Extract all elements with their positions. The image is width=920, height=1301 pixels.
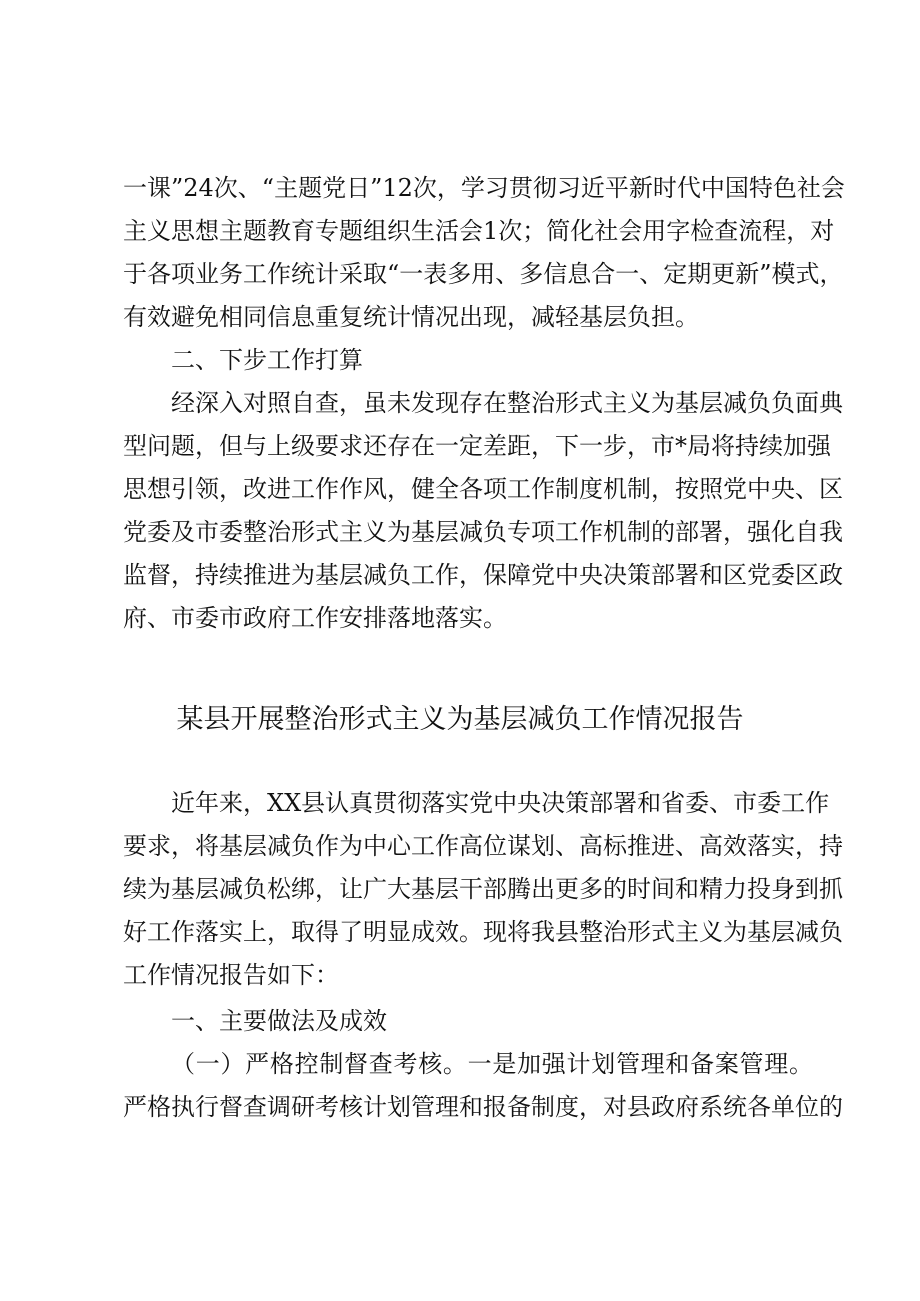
body-text-line: 要求，将基层减负作为中心工作高位谋划、高标推进、高效落实，持 (123, 832, 843, 860)
body-text-line: 于各项业务工作统计采取“一表多用、多信息合一、定期更新”模式， (123, 260, 844, 288)
body-text-line: 监督，持续推进为基层减负工作，保障党中央决策部署和区党委区政 (123, 561, 843, 589)
section-heading: 二、下步工作打算 (171, 346, 363, 374)
body-text-line: （一）严格控制督查考核。一是加强计划管理和备案管理。 (171, 1050, 813, 1078)
body-text-line: 经深入对照自查，虽未发现存在整治形式主义为基层减负负面典 (171, 389, 843, 417)
body-text-line: 主义思想主题教育专题组织生活会1次；简化社会用字检查流程，对 (123, 217, 835, 245)
body-text-line: 府、市委市政府工作安排落地落实。 (123, 604, 507, 632)
report-title: 某县开展整治形式主义为基层减负工作情况报告 (176, 704, 744, 735)
body-text-line: 严格执行督查调研考核计划管理和报备制度，对县政府系统各单位的 (123, 1093, 843, 1121)
body-text-line: 一课”24次、“主题党日”12次，学习贯彻习近平新时代中国特色社会 (123, 174, 845, 202)
body-text-line: 续为基层减负松绑，让广大基层干部腾出更多的时间和精力投身到抓 (123, 875, 843, 903)
body-text-line: 工作情况报告如下： (123, 961, 339, 989)
body-text-line: 有效避免相同信息重复统计情况出现，减轻基层负担。 (123, 303, 699, 331)
body-text-line: 思想引领，改进工作作风，健全各项工作制度机制，按照党中央、区 (123, 475, 843, 503)
body-text-line: 好工作落实上，取得了明显成效。现将我县整治形式主义为基层减负 (123, 918, 843, 946)
section-heading: 一、主要做法及成效 (171, 1007, 387, 1035)
body-text-line: 党委及市委整治形式主义为基层减负专项工作机制的部署，强化自我 (123, 518, 843, 546)
body-text-line: 近年来，XX县认真贯彻落实党中央决策部署和省委、市委工作 (171, 789, 830, 817)
body-text-line: 型问题，但与上级要求还存在一定差距，下一步，市*局将持续加强 (123, 432, 831, 460)
